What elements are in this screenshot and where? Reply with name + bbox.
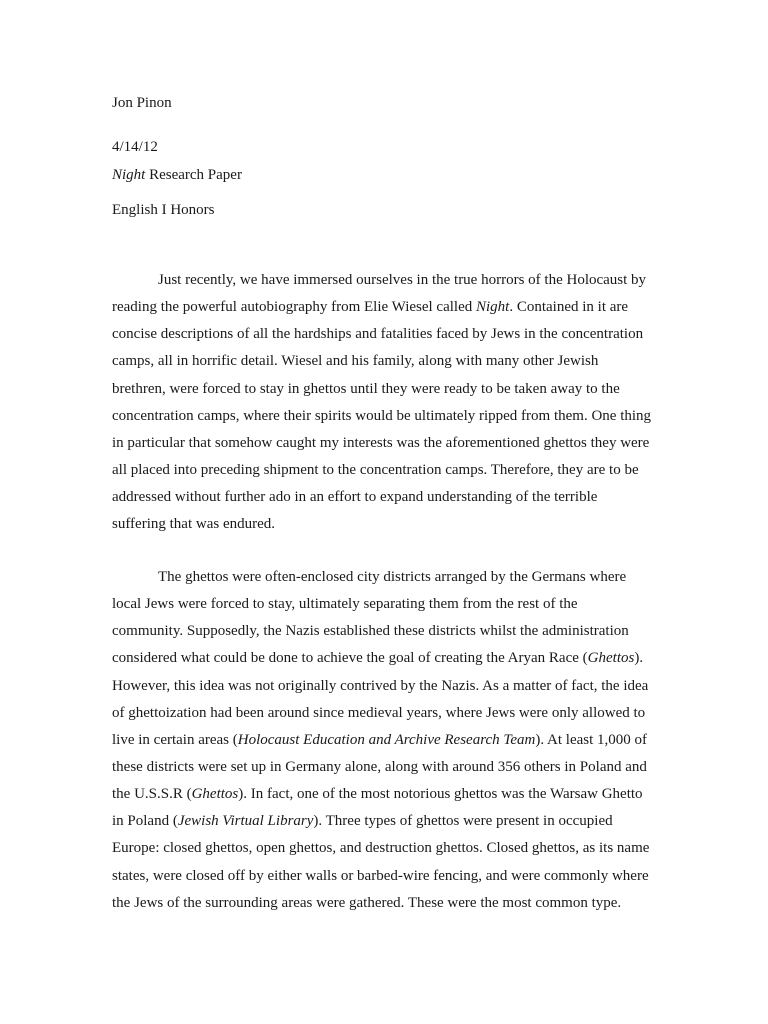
text-run: camps, all in horrific detail. Wiesel and his family, along with many other Jewish — [112, 353, 599, 370]
text-run: Just recently, we have immersed ourselves in the true horrors of the Holocaust by — [158, 272, 647, 288]
text-run: in Poland ( — [112, 813, 178, 830]
text-run: these districts were set up in Germany alone, along with around 356 others in Poland and — [112, 758, 647, 775]
text-run: considered what could be done to achieve the goal of creating the Aryan Race ( — [112, 650, 588, 667]
course-name: English I Honors — [112, 202, 215, 218]
paragraph-line — [112, 460, 682, 487]
paragraph-line — [112, 270, 682, 297]
text-run: ). In fact, one of the most notorious ghettos was the Warsaw Ghetto — [238, 786, 643, 803]
paragraph-intro — [112, 270, 682, 541]
paragraph-line — [112, 514, 682, 541]
text-run: of ghettoization had been around since medieval years, where Jews were only allowed to — [112, 704, 646, 721]
text-run: addressed without further ado in an effort to expand understanding of the terrible — [112, 489, 598, 506]
text-run: local Jews were forced to stay, ultimately separating them from the rest of the — [112, 596, 578, 613]
paragraph-line — [112, 784, 682, 811]
paragraph-line — [112, 351, 682, 378]
book-title: Night — [112, 167, 146, 183]
text-run: . Contained in it are — [509, 299, 629, 316]
paragraph-line — [112, 893, 682, 920]
text-run: ). — [634, 650, 644, 667]
text-run: live in certain areas ( — [112, 731, 238, 748]
text-run: concentration camps, where their spirits would be ultimately ripped from them. One thing — [112, 407, 652, 424]
paragraph-line — [112, 648, 682, 675]
paragraph-line — [112, 866, 682, 893]
paragraph-line — [112, 324, 682, 351]
italic-citation: Night — [476, 299, 510, 316]
text-run: ). Three types of ghettos were present in occupied — [313, 813, 613, 830]
paragraph-line — [112, 621, 682, 648]
paragraph-line — [112, 406, 682, 433]
paragraph-line — [112, 433, 682, 460]
text-run: concise descriptions of all the hardships and fatalities faced by Jews in the concentration — [112, 326, 644, 343]
text-run: brethren, were forced to stay in ghettos until they were ready to be taken away to the — [112, 380, 620, 397]
author-name: Jon Pinon — [112, 95, 172, 111]
text-run: in particular that somehow caught my interests was the aforementioned ghettos they were — [112, 434, 650, 451]
paragraph-line — [112, 757, 682, 784]
text-run: states, were closed off by either walls or barbed-wire fencing, and were commonly where — [112, 867, 649, 884]
paper-title-rest: Research Paper — [145, 167, 242, 183]
paragraph-line — [112, 567, 682, 594]
text-run: the Jews of the surrounding areas were gathered. These were the most common type. — [112, 894, 622, 911]
paragraph-line — [112, 594, 682, 621]
paragraph-line — [112, 730, 682, 757]
text-run: The ghettos were often-enclosed city districts arranged by the Germans where — [158, 569, 627, 585]
text-run: community. Supposedly, the Nazis established these districts whilst the administration — [112, 623, 629, 640]
text-run: suffering that was endured. — [112, 516, 276, 533]
text-run: all placed into preceding shipment to the concentration camps. Therefore, they are to be — [112, 461, 639, 478]
paper-title — [112, 165, 242, 185]
text-run: Europe: closed ghettos, open ghettos, and destruction ghettos. Closed ghettos, as its name — [112, 840, 650, 857]
italic-citation: Ghettos — [191, 786, 239, 803]
text-run: ). At least 1,000 of — [535, 731, 648, 748]
paragraph-line — [112, 838, 682, 865]
text-run: reading the powerful autobiography from Elie Wiesel called — [112, 299, 476, 316]
text-run: the U.S.S.R ( — [112, 786, 192, 803]
paragraph-ghettos — [112, 567, 682, 920]
paragraph-line — [112, 703, 682, 730]
paper-date: 4/14/12 — [112, 139, 158, 155]
italic-citation: Holocaust Education and Archive Research Team — [237, 731, 536, 748]
paragraph-line — [112, 676, 682, 703]
italic-citation: Ghettos — [587, 650, 635, 667]
paragraph-line — [112, 379, 682, 406]
paragraph-line — [112, 811, 682, 838]
text-run: However, this idea was not originally contrived by the Nazis. As a matter of fact, the idea — [112, 677, 649, 694]
italic-citation: Jewish Virtual Library — [177, 813, 314, 830]
paragraph-line — [112, 487, 682, 514]
paragraph-line — [112, 297, 682, 324]
